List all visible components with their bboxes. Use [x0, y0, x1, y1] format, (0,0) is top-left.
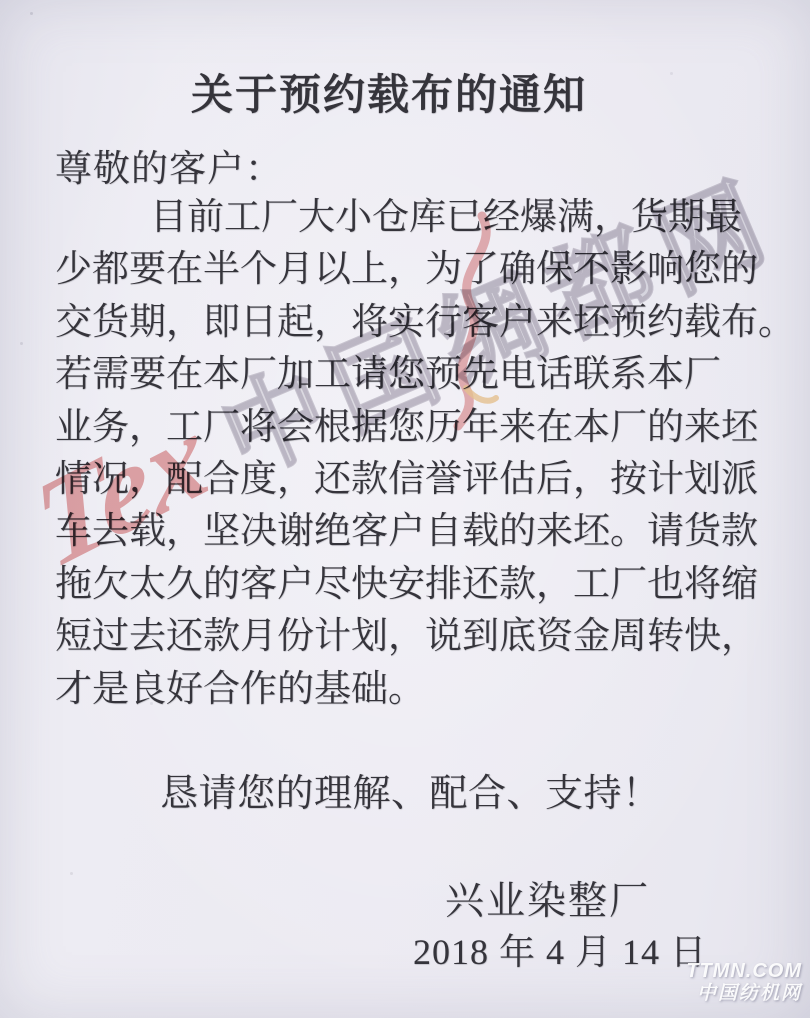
notice-body: [55, 192, 795, 716]
watermark-char-du: 都: [531, 212, 673, 360]
body-line-7: 车去载，坚决谢绝客户自载的来坯。请货款: [55, 511, 758, 553]
body-line-4: 若需要在本厂加工请您预先电话联系本厂: [55, 354, 721, 396]
signature-factory-name: 兴业染整厂: [445, 880, 651, 923]
body-line-1: 目前工厂大小仓库已经爆满，货期最: [150, 197, 742, 238]
body-line-6: 情况，配合度，还款信誉评估后，按计划派: [55, 458, 758, 500]
watermark-char-chou: 绸: [422, 258, 564, 406]
body-line-9: 短过去还款月份计划，说到底资金周转快，: [55, 616, 758, 658]
salutation: 尊敬的客户：: [55, 149, 283, 190]
body-line-8: 拖欠太久的客户尽快安排还款，工厂也将缩: [55, 563, 758, 605]
watermark-char-guo: 国: [314, 304, 455, 452]
watermark-tex-logo: Tex: [23, 382, 221, 597]
corner-watermark-site-name: 中国纺机网: [696, 983, 802, 1004]
body-line-3: 交货期，即日起，将实行客户来坯预约载布。: [55, 301, 795, 343]
notice-title: 关于预约载布的通知: [190, 73, 587, 119]
watermark-char-wang: 网: [640, 166, 781, 314]
body-line-10: 才是良好合作的基础。: [55, 668, 425, 710]
watermark-char-zhong: 中: [205, 351, 347, 498]
corner-watermark-domain: TTMN.COM: [686, 960, 802, 982]
scan-speckles: [30, 12, 33, 15]
body-line-5: 业务，工厂将会根据您历年来在本厂的来坯: [55, 406, 758, 448]
closing-line: 恳请您的理解、配合、支持！: [160, 773, 661, 815]
date-line: 2018 年 4 月 14 日: [413, 932, 708, 972]
body-line-2: 少都要在半个月以上，为了确保不影响您的: [55, 249, 758, 291]
